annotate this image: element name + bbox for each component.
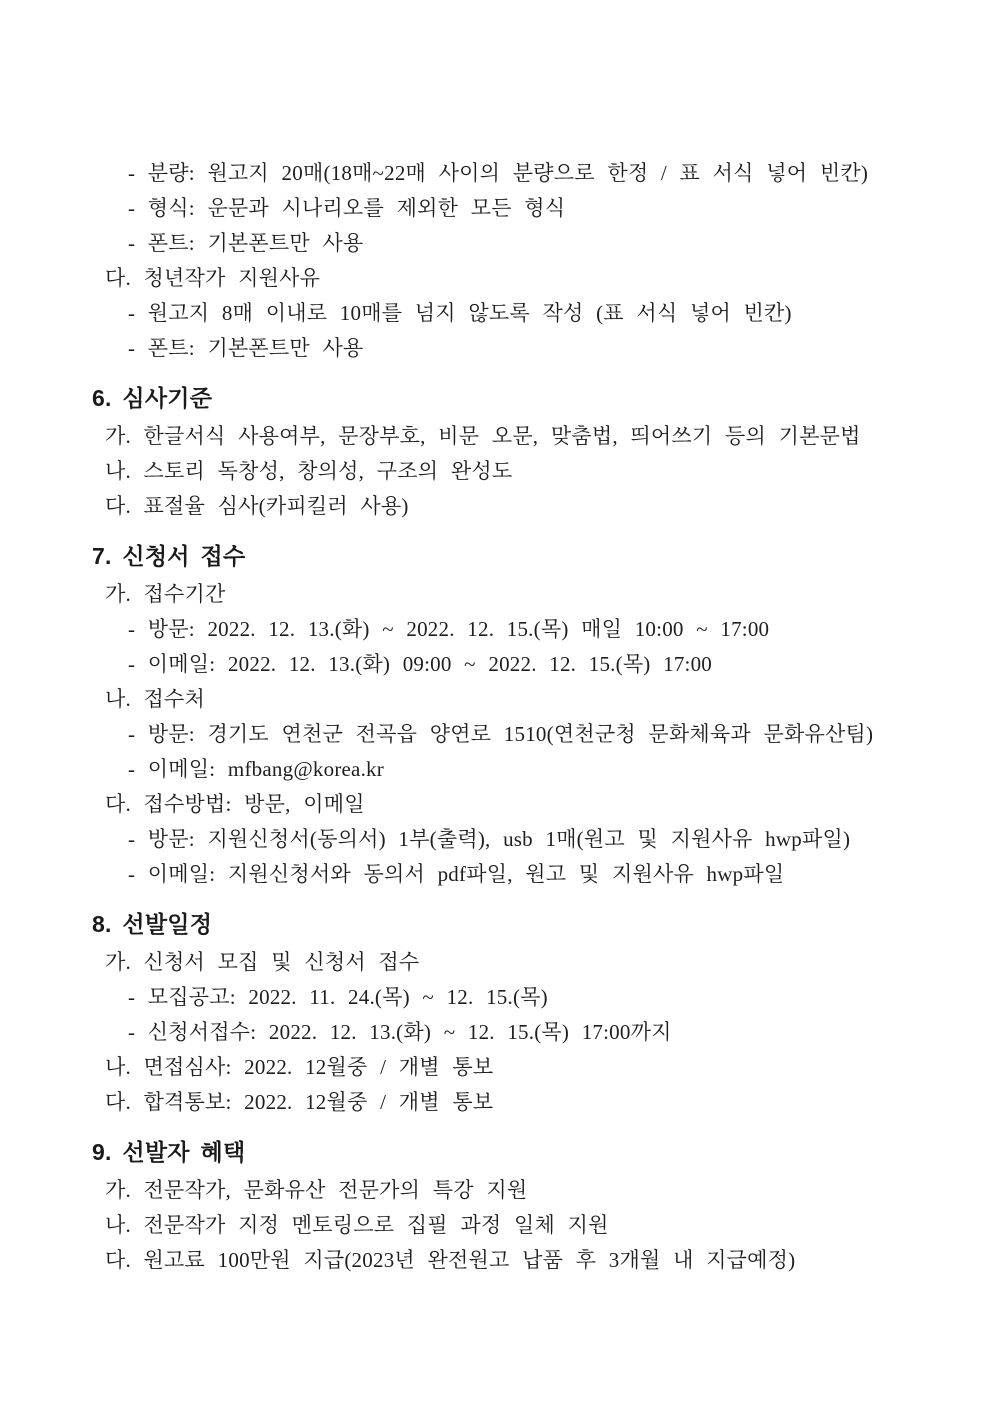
text-line: 가. 전문작가, 문화유산 전문가의 특강 지원 xyxy=(105,1178,528,1202)
text-line: - 형식: 운문과 시나리오를 제외한 모든 형식 xyxy=(128,196,566,220)
text-line: 나. 면접심사: 2022. 12월중 / 개별 통보 xyxy=(105,1055,494,1079)
section-heading: 7. 신청서 접수 xyxy=(92,543,246,569)
text-line: 나. 스토리 독창성, 창의성, 구조의 완성도 xyxy=(105,459,513,483)
text-line: 가. 한글서식 사용여부, 문장부호, 비문 오문, 맞춤법, 띄어쓰기 등의 기본문법 xyxy=(105,424,861,448)
text-line: 나. 전문작가 지정 멘토링으로 집필 과정 일체 지원 xyxy=(105,1213,609,1237)
text-line: - 폰트: 기본폰트만 사용 xyxy=(128,231,364,255)
text-line: - 폰트: 기본폰트만 사용 xyxy=(128,336,364,360)
text-line: 다. 원고료 100만원 지급(2023년 완전원고 납품 후 3개월 내 지급예정) xyxy=(105,1248,796,1272)
text-line: - 이메일: 지원신청서와 동의서 pdf파일, 원고 및 지원사유 hwp파일 xyxy=(128,862,785,886)
section-heading: 9. 선발자 혜택 xyxy=(92,1139,246,1165)
text-line: 다. 표절율 심사(카피킬러 사용) xyxy=(105,494,409,518)
text-line: 다. 청년작가 지원사유 xyxy=(105,266,321,290)
text-line: 다. 접수방법: 방문, 이메일 xyxy=(105,792,365,816)
text-line: - 원고지 8매 이내로 10매를 넘지 않도록 작성 (표 서식 넣어 빈칸) xyxy=(128,301,792,325)
text-line: - 방문: 지원신청서(동의서) 1부(출력), usb 1매(원고 및 지원사유 hwp파일) xyxy=(128,827,851,851)
text-line: - 이메일: mfbang@korea.kr xyxy=(128,757,384,781)
text-line: 다. 합격통보: 2022. 12월중 / 개별 통보 xyxy=(105,1090,494,1114)
text-line: - 분량: 원고지 20매(18매~22매 사이의 분량으로 한정 / 표 서식 넣어 빈칸) xyxy=(128,161,869,185)
section-heading: 6. 심사기준 xyxy=(92,385,213,411)
section-heading: 8. 선발일정 xyxy=(92,911,213,937)
document-body xyxy=(92,156,962,1278)
text-line: - 방문: 경기도 연천군 전곡읍 양연로 1510(연천군청 문화체육과 문화유산팀) xyxy=(128,722,874,746)
text-line: 가. 접수기간 xyxy=(105,582,226,606)
text-line: - 모집공고: 2022. 11. 24.(목) ~ 12. 15.(목) xyxy=(128,985,548,1009)
text-line: - 이메일: 2022. 12. 13.(화) 09:00 ~ 2022. 12. 15.(목) 17:00 xyxy=(128,652,712,676)
text-line: - 방문: 2022. 12. 13.(화) ~ 2022. 12. 15.(목) 매일 10:00 ~ 17:00 xyxy=(128,617,770,641)
text-line: 가. 신청서 모집 및 신청서 접수 xyxy=(105,950,420,974)
text-line: 나. 접수처 xyxy=(105,687,206,711)
text-line: - 신청서접수: 2022. 12. 13.(화) ~ 12. 15.(목) 17:00까지 xyxy=(128,1020,672,1044)
